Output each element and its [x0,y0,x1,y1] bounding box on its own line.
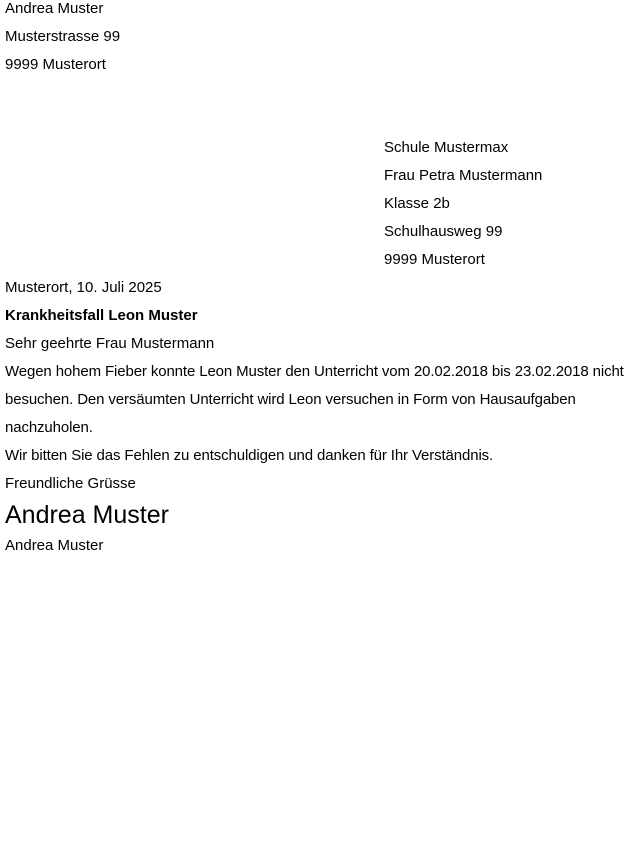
closing-phrase: Freundliche Grüsse [5,475,136,492]
body-paragraph-apology: Wir bitten Sie das Fehlen zu entschuldigen und danken für Ihr Verständnis. [5,447,494,464]
subject-line: Krankheitsfall Leon Muster [5,307,198,324]
sender-city: 9999 Musterort [5,56,106,73]
recipient-class: Klasse 2b [384,195,450,212]
recipient-address-block [384,134,633,274]
date-line: Musterort, 10. Juli 2025 [5,279,162,296]
sender-name: Andrea Muster [5,0,104,17]
sender-address-block [5,0,633,79]
printed-name: Andrea Muster [5,537,104,554]
recipient-school: Schule Mustermax [384,139,509,156]
recipient-street: Schulhausweg 99 [384,223,503,240]
recipient-city: 9999 Musterort [384,251,485,268]
recipient-person: Frau Petra Mustermann [384,167,543,184]
signature-name: Andrea Muster [5,501,169,529]
salutation: Sehr geehrte Frau Mustermann [5,335,215,352]
body-paragraph-absence: Wegen hohem Fieber konnte Leon Muster den Unterricht vom 20.02.2018 bis 23.02.2018 nicht besuchen. Den versäumten Unterricht wird Leon versuchen in Form von Hausaufgaben nachzuholen. [5,363,624,436]
sender-street: Musterstrasse 99 [5,28,121,45]
